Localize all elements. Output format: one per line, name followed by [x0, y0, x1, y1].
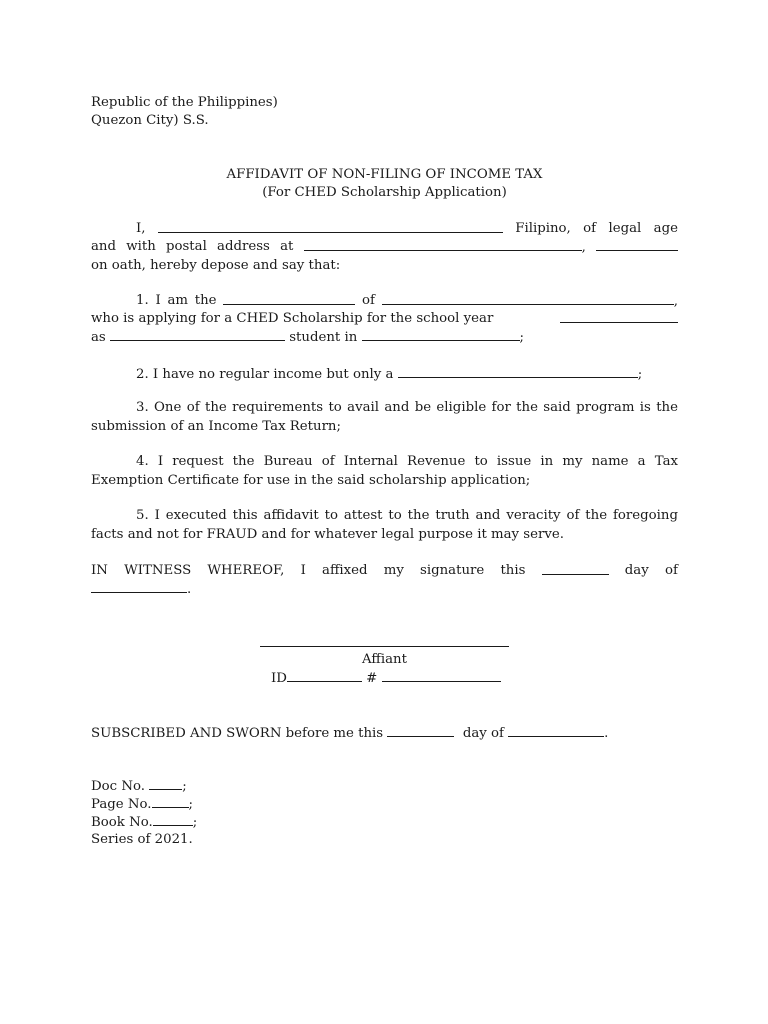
signature-line[interactable]	[260, 646, 509, 647]
student-name-blank[interactable]	[382, 292, 674, 305]
intro-line-2: and with postal address at ,	[91, 238, 678, 256]
document-subtitle: (For CHED Scholarship Application)	[262, 185, 507, 200]
id-line: ID #	[271, 669, 501, 687]
school-name-blank[interactable]	[362, 328, 520, 341]
id-type-blank[interactable]	[287, 669, 362, 682]
item-1-line-3: as student in ;	[91, 330, 525, 345]
item-1-line-1: 1. I am the of ,	[136, 293, 678, 309]
intro-i: I,	[136, 221, 146, 236]
year-level-blank[interactable]	[110, 328, 285, 341]
subscribed-sworn-line: SUBSCRIBED AND SWORN before me this day of .	[91, 726, 609, 741]
item-1-line-2: who is applying for a CHED Scholarship for the school year	[91, 310, 678, 327]
affiant-name-blank[interactable]	[158, 220, 503, 233]
postal-address-blank-2[interactable]	[596, 238, 678, 251]
doc-no-blank[interactable]	[149, 777, 182, 790]
venue-line-1: Republic of the Philippines)	[91, 95, 278, 110]
school-year-blank[interactable]	[560, 310, 678, 323]
series-line: Series of 2021.	[91, 832, 193, 847]
doc-no-line: Doc No. ;	[91, 779, 187, 794]
witness-line-1: IN WITNESS WHEREOF, I affixed my signature this day of	[91, 563, 678, 578]
book-no-line: Book No. ;	[91, 815, 198, 830]
book-no-blank[interactable]	[153, 813, 193, 826]
page-no-line: Page No. ;	[91, 797, 194, 812]
item-3: 3. One of the requirements to avail and be eligible for the said program is the submission of an Income Tax Return;	[91, 400, 678, 434]
id-number-blank[interactable]	[382, 669, 501, 682]
document-title: AFFIDAVIT OF NON-FILING OF INCOME TAX	[226, 167, 543, 182]
sworn-day-blank[interactable]	[387, 724, 454, 737]
item-2: 2. I have no regular income but only a ;	[136, 367, 643, 382]
postal-address-blank[interactable]	[304, 238, 582, 251]
venue-line-2: Quezon City) S.S.	[91, 113, 209, 128]
intro-line-3: on oath, hereby depose and say that:	[91, 258, 341, 273]
sworn-month-blank[interactable]	[508, 724, 604, 737]
page-no-blank[interactable]	[152, 795, 189, 808]
witness-line-2: .	[91, 580, 191, 598]
witness-month-blank[interactable]	[91, 580, 187, 593]
item-5: 5. I executed this affidavit to attest to the truth and veracity of the foregoing facts and not for FRAUD and for whatever legal purpose it may serve.	[91, 508, 678, 542]
item-4: 4. I request the Bureau of Internal Revenue to issue in my name a Tax Exemption Certificate for use in the said scholarship application;	[91, 454, 678, 488]
intro-line-1: I, Filipino, of legal age	[91, 220, 678, 237]
witness-day-blank[interactable]	[542, 562, 609, 575]
affiant-label: Affiant	[362, 652, 407, 667]
relationship-blank[interactable]	[223, 292, 355, 305]
income-source-blank[interactable]	[398, 365, 638, 378]
